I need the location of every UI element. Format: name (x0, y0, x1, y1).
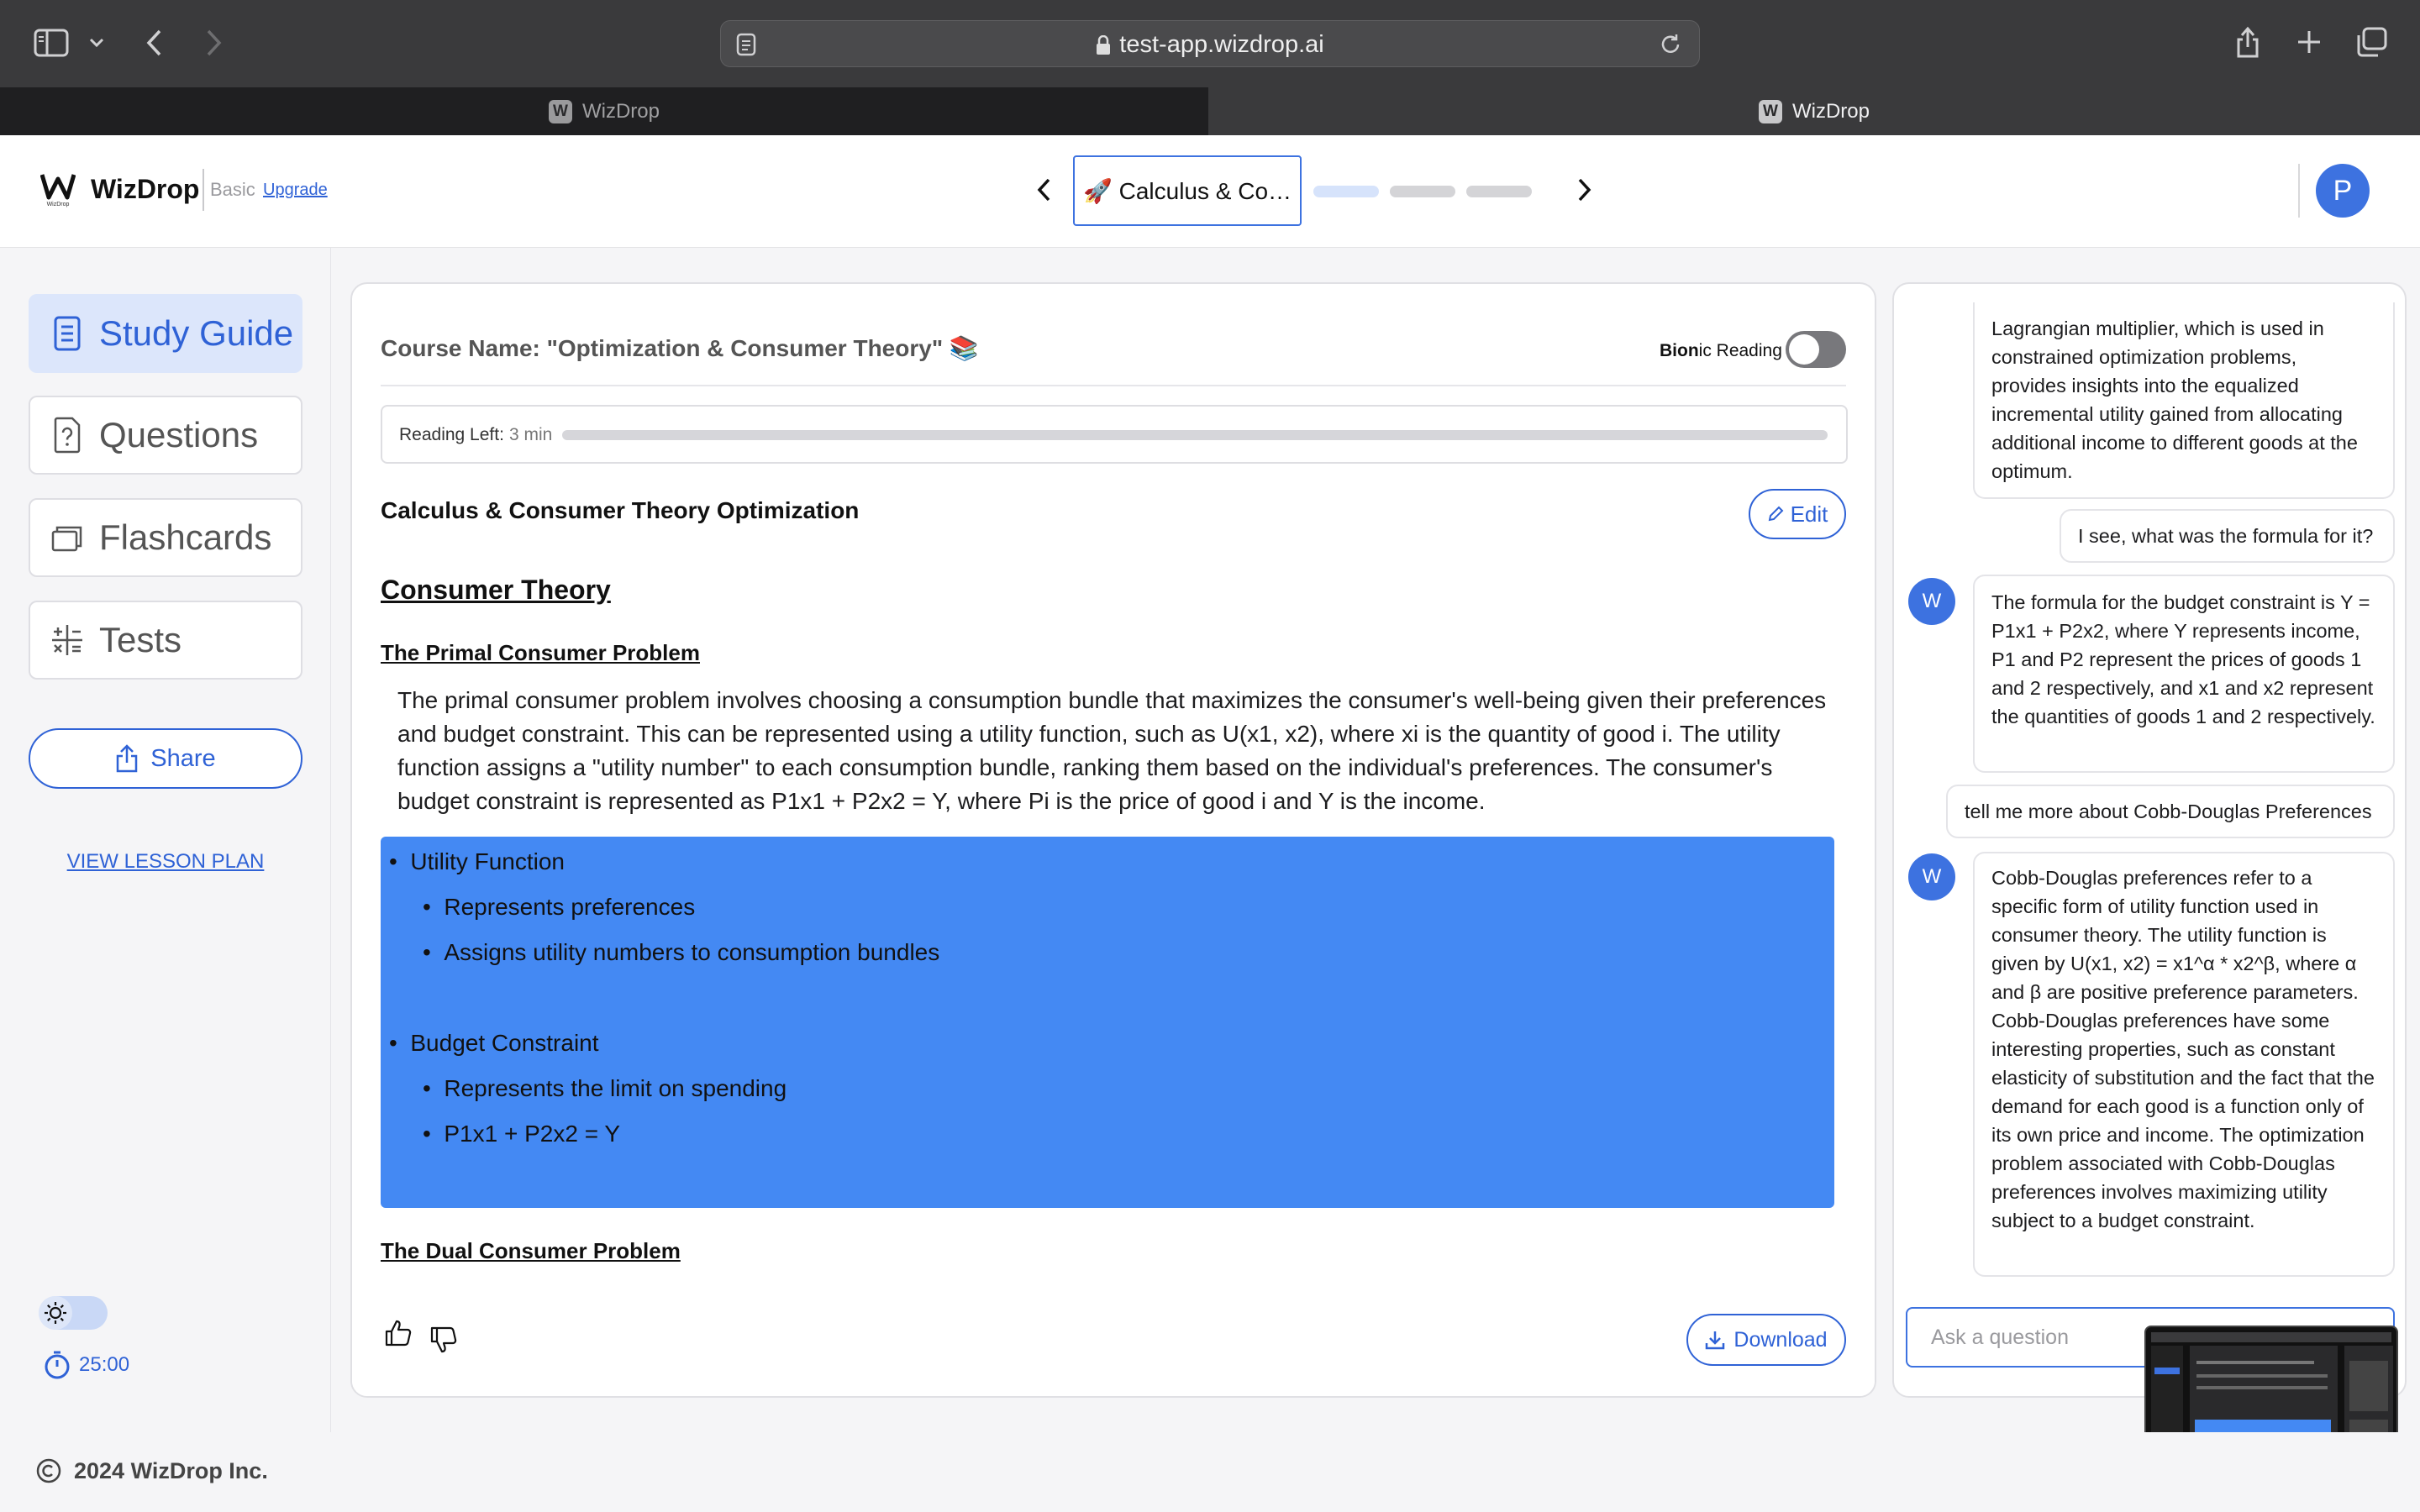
section-heading: Consumer Theory (381, 575, 611, 605)
bullet-assigns-utility: • Assigns utility numbers to consumption bundles (423, 939, 940, 965)
header-divider-right (2298, 164, 2300, 218)
guide-title: Calculus & Consumer Theory Optimization (381, 497, 860, 523)
primal-paragraph: The primal consumer problem involves choosing a consumption bundle that maximizes the consumer's well-being given their preferences and budget constraint. This can be represented using a utility function, such as U(x1, x2), where xi is the quantity of good i. The utility function assigns a "utility number" to each consumption bundle, ranking them based on the individual's preferences. The consumer's budget constraint is represented as P1x1 + P2x2 = Y, where Pi is the price of good i and Y is the income. (397, 687, 1827, 814)
sidebar (0, 248, 331, 1432)
sidebar-item-tests[interactable] (29, 601, 302, 680)
reading-progress-box (381, 405, 1848, 464)
tab-overview-icon[interactable] (2356, 27, 2388, 57)
share-label: Share (150, 744, 216, 772)
copyright-icon (35, 1457, 62, 1484)
math-icon (50, 620, 84, 660)
thumbs-down-icon[interactable] (429, 1326, 458, 1354)
prev-lesson-icon[interactable] (1035, 177, 1052, 202)
edit-label: Edit (1790, 501, 1828, 527)
wizdrop-logo-icon[interactable] (40, 172, 76, 209)
tab-label: WizDrop (1791, 99, 1870, 123)
thumbs-up-icon[interactable] (384, 1319, 413, 1347)
next-lesson-icon[interactable] (1576, 177, 1593, 202)
copyright (35, 1457, 268, 1484)
document-icon (50, 313, 84, 354)
pencil-icon (1767, 506, 1784, 522)
sidebar-item-study-guide[interactable] (29, 294, 302, 373)
share-button[interactable] (29, 728, 302, 789)
page-footer (0, 1432, 2420, 1512)
sidebar-item-label: Questions (99, 415, 259, 454)
back-icon[interactable] (145, 29, 163, 57)
bullet-budget-formula: • P1x1 + P2x2 = Y (423, 1121, 621, 1147)
sidebar-item-label: Study Guide (99, 313, 294, 353)
sub-heading-primal: The Primal Consumer Problem (381, 640, 700, 665)
edit-button[interactable] (1749, 489, 1846, 539)
reading-left-value: 3 min (509, 425, 553, 444)
chat-message-user: I see, what was the formula for it? (2060, 509, 2395, 563)
url-text: test-app.wizdrop.ai (1119, 31, 1324, 58)
assistant-avatar: W (1908, 853, 1955, 900)
sidebar-item-label: Flashcards (99, 517, 272, 557)
plan-label: Basic (210, 179, 255, 200)
app-header (0, 135, 2420, 248)
bullet-represents-preferences: • Represents preferences (423, 894, 696, 920)
tab-wizdrop-1[interactable] (0, 87, 1208, 135)
logo-subtext: WizDrop (46, 202, 70, 207)
app-name[interactable]: WizDrop (91, 174, 200, 204)
bullet-budget-constraint: • Budget Constraint (389, 1030, 599, 1056)
chat-message-assistant: Cobb-Douglas preferences refer to a specific form of utility function used in consumer theory. The utility function is given by U(x1, x2) = x1^α * x2^β, where α and β are positive preference parameters. Cobb-Douglas preferences have some interesting properties, such as constant elasticity of substitution and the fact that the demand for each good is a function only of its own price and income. The optimization problem associated with Cobb-Douglas preferences involves maximizing utility subject to a budget constraint. (1973, 852, 2395, 1277)
user-avatar[interactable]: P (2316, 164, 2370, 218)
bullet-limit-on-spending: • Represents the limit on spending (423, 1075, 787, 1101)
tab-wizdrop-2[interactable] (1208, 87, 2420, 135)
wizdrop-favicon-icon: W (1759, 100, 1782, 123)
lesson-progress-3 (1466, 186, 1532, 197)
course-name: Course Name: "Optimization & Consumer Theory" 📚 (381, 335, 979, 361)
lock-icon (1096, 35, 1111, 55)
bullet-utility-function: • Utility Function (389, 848, 565, 874)
wizdrop-favicon-icon: W (549, 100, 572, 123)
new-tab-icon[interactable] (2296, 29, 2323, 55)
download-button[interactable] (1686, 1314, 1846, 1366)
view-lesson-plan-link[interactable]: VIEW LESSON PLAN (66, 850, 265, 873)
lesson-title-tab[interactable] (1073, 155, 1302, 226)
forward-icon[interactable] (205, 29, 224, 57)
download-icon (1705, 1330, 1725, 1350)
tab-bar (0, 87, 2420, 135)
chat-message-assistant: Lagrangian multiplier, which is used in constrained optimization problems, provides insights into the equalized incremental utility gained from allocating additional income to different goods at the optimum. (1973, 302, 2395, 499)
share-icon (115, 744, 139, 773)
sidebar-item-questions[interactable] (29, 396, 302, 475)
address-bar[interactable] (720, 20, 1700, 67)
lesson-progress-1 (1313, 186, 1379, 197)
sidebar-item-flashcards[interactable] (29, 498, 302, 577)
reading-left-label: Reading Left: (399, 425, 504, 444)
lesson-progress-2 (1390, 186, 1455, 197)
lesson-title: 🚀 Calculus & Co… (1082, 177, 1292, 204)
share-icon[interactable] (2235, 25, 2260, 59)
question-file-icon (50, 415, 84, 455)
stopwatch-icon (44, 1350, 71, 1380)
theme-toggle[interactable] (39, 1296, 108, 1330)
reload-icon[interactable] (1659, 33, 1682, 56)
bionic-reading-label: Bionic Reading (1660, 341, 1782, 360)
panel-footer (352, 1292, 1875, 1396)
chat-message-user: tell me more about Cobb-Douglas Preferences (1946, 785, 2395, 838)
highlighted-bullets (381, 837, 1834, 1208)
timer[interactable] (44, 1350, 129, 1380)
chat-message-assistant: The formula for the budget constraint is Y = P1x1 + P2x2, where Y represents income, P1 and P2 represent the prices of goods 1 and 2 respectively, and x1 and x2 represent the quantities of goods 1 and 2 respectively. (1973, 575, 2395, 773)
sidebar-item-label: Tests (99, 620, 182, 659)
ask-question-placeholder: Ask a question (1931, 1326, 2069, 1349)
sun-icon (39, 1296, 72, 1330)
sub-heading-dual: The Dual Consumer Problem (381, 1238, 681, 1263)
copyright-text: 2024 WizDrop Inc. (74, 1457, 268, 1483)
browser-toolbar (0, 0, 2420, 87)
bionic-reading-toggle[interactable] (1786, 331, 1846, 368)
chevron-down-icon[interactable] (89, 37, 104, 49)
timer-value: 25:00 (79, 1353, 130, 1376)
assistant-avatar: W (1908, 578, 1955, 625)
study-guide-panel (350, 282, 1876, 1398)
cards-icon (50, 517, 84, 558)
download-label: Download (1733, 1327, 1828, 1352)
header-divider (203, 169, 204, 211)
upgrade-link[interactable]: Upgrade (263, 181, 328, 199)
sidebar-toggle-icon[interactable] (34, 29, 69, 57)
reading-progress-bar (562, 430, 1828, 440)
course-divider (381, 385, 1846, 386)
tab-label: WizDrop (581, 99, 660, 123)
